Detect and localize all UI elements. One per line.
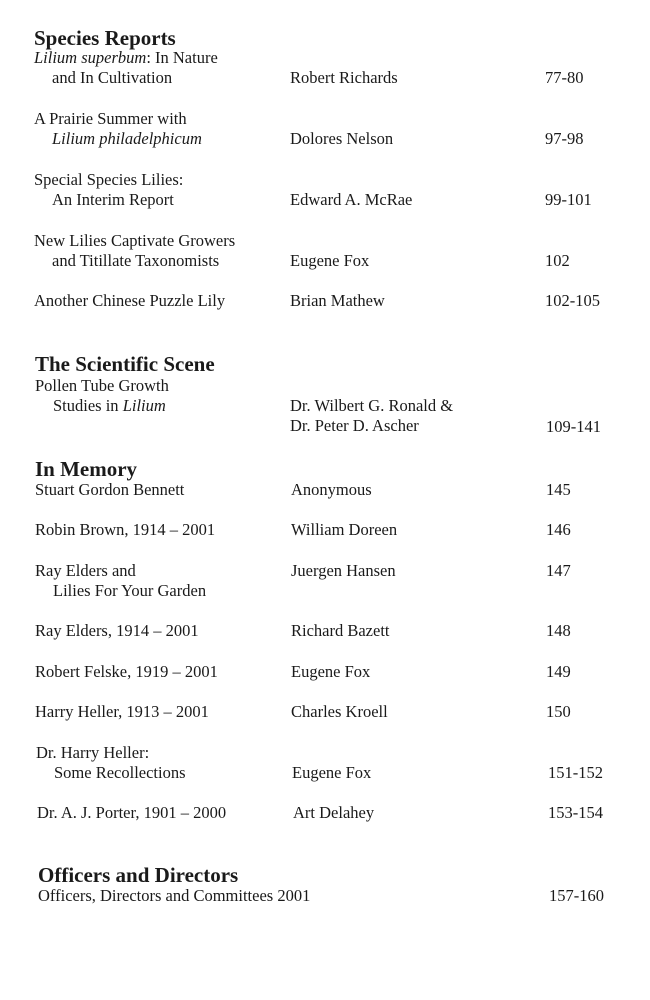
entry-title-line1: Pollen Tube Growth	[35, 376, 169, 395]
entry-title	[35, 561, 206, 601]
entry-author: Juergen Hansen	[291, 561, 396, 580]
toc-entry	[0, 561, 650, 605]
entry-title	[36, 743, 186, 783]
entry-pages: 149	[546, 662, 571, 681]
entry-author: Eugene Fox	[290, 251, 370, 270]
entry-pages: 109-141	[546, 417, 601, 436]
toc-entry	[0, 109, 650, 153]
entry-author: Brian Mathew	[290, 291, 385, 310]
section-title-scientific-scene: The Scientific Scene	[35, 352, 215, 376]
entry-title: Another Chinese Puzzle Lily	[34, 291, 226, 310]
entry-pages: 150	[546, 702, 571, 721]
entry-author: Dolores Nelson	[290, 129, 394, 148]
entry-author: Anonymous	[291, 480, 372, 499]
entry-author	[290, 396, 453, 436]
entry-author: Eugene Fox	[292, 763, 372, 782]
toc-entry	[0, 662, 650, 706]
section-title-officers-directors: Officers and Directors	[38, 863, 239, 887]
toc-entry	[0, 621, 650, 665]
entry-pages: 151-152	[548, 763, 603, 782]
entry-pages: 153-154	[548, 803, 603, 822]
entry-title-line1: Special Species Lilies:	[34, 170, 184, 189]
entry-author: Eugene Fox	[291, 662, 371, 681]
entry-pages: 102	[545, 251, 570, 270]
entry-pages: 157-160	[549, 886, 604, 905]
entry-title-line1: New Lilies Captivate Growers	[34, 231, 236, 250]
entry-title: Ray Elders, 1914 – 2001	[35, 621, 199, 640]
entry-pages: 146	[546, 520, 571, 539]
entry-pages: 102-105	[545, 291, 600, 310]
entry-title-line2: and In Cultivation	[52, 68, 173, 87]
toc-entry	[0, 803, 650, 847]
entry-pages: 145	[546, 480, 571, 499]
section-title-species-reports: Species Reports	[34, 26, 176, 50]
entry-pages: 147	[546, 561, 571, 580]
entry-title: Robin Brown, 1914 – 2001	[35, 520, 216, 539]
entry-author: Art Delahey	[293, 803, 375, 822]
entry-title-line2: Lilium philadelphicum	[52, 129, 202, 148]
entry-author: Edward A. McRae	[290, 190, 413, 209]
entry-author-line2: Dr. Peter D. Ascher	[290, 416, 419, 435]
entry-title-line1: A Prairie Summer with	[34, 109, 187, 128]
toc-entry	[0, 702, 650, 746]
entry-author: Robert Richards	[290, 68, 398, 87]
entry-title-italic: Lilium superbum	[34, 48, 147, 67]
toc-entry	[0, 520, 650, 564]
entry-author: Richard Bazett	[291, 621, 390, 640]
entry-title	[34, 48, 218, 88]
toc-entry	[0, 743, 650, 787]
entry-author-line1: Dr. Wilbert G. Ronald &	[290, 396, 454, 415]
entry-title-line2-prefix: Studies in	[53, 396, 123, 415]
entry-title-line2: Some Recollections	[54, 763, 186, 782]
entry-title-line1: Dr. Harry Heller:	[36, 743, 150, 762]
entry-title-line2: and Titillate Taxonomists	[52, 251, 220, 270]
toc-entry	[0, 886, 650, 930]
entry-title-line1: Ray Elders and	[35, 561, 136, 580]
entry-title: Robert Felske, 1919 – 2001	[35, 662, 218, 681]
entry-title: Officers, Directors and Committees 2001	[38, 886, 311, 905]
entry-title-line2: Lilies For Your Garden	[53, 581, 207, 600]
entry-author: William Doreen	[291, 520, 398, 539]
entry-pages: 99-101	[545, 190, 592, 209]
toc-entry	[0, 291, 650, 335]
toc-entry	[0, 480, 650, 524]
entry-title-line2: An Interim Report	[52, 190, 174, 209]
entry-title: Dr. A. J. Porter, 1901 – 2000	[37, 803, 227, 822]
entry-pages: 77-80	[545, 68, 584, 87]
section-title-in-memory: In Memory	[35, 457, 138, 481]
toc-entry	[0, 376, 650, 436]
entry-title: Stuart Gordon Bennett	[35, 480, 185, 499]
entry-pages: 97-98	[545, 129, 584, 148]
entry-title	[34, 231, 235, 271]
entry-title: Harry Heller, 1913 – 2001	[35, 702, 209, 721]
entry-title	[34, 170, 183, 210]
entry-pages: 148	[546, 621, 571, 640]
entry-title	[35, 376, 169, 416]
toc-entry	[0, 48, 650, 92]
entry-author: Charles Kroell	[291, 702, 388, 721]
entry-title-line2-italic: Lilium	[122, 396, 166, 415]
toc-entry	[0, 231, 650, 275]
toc-entry	[0, 170, 650, 214]
entry-title	[34, 109, 202, 149]
entry-title-text: : In Nature	[146, 48, 218, 67]
